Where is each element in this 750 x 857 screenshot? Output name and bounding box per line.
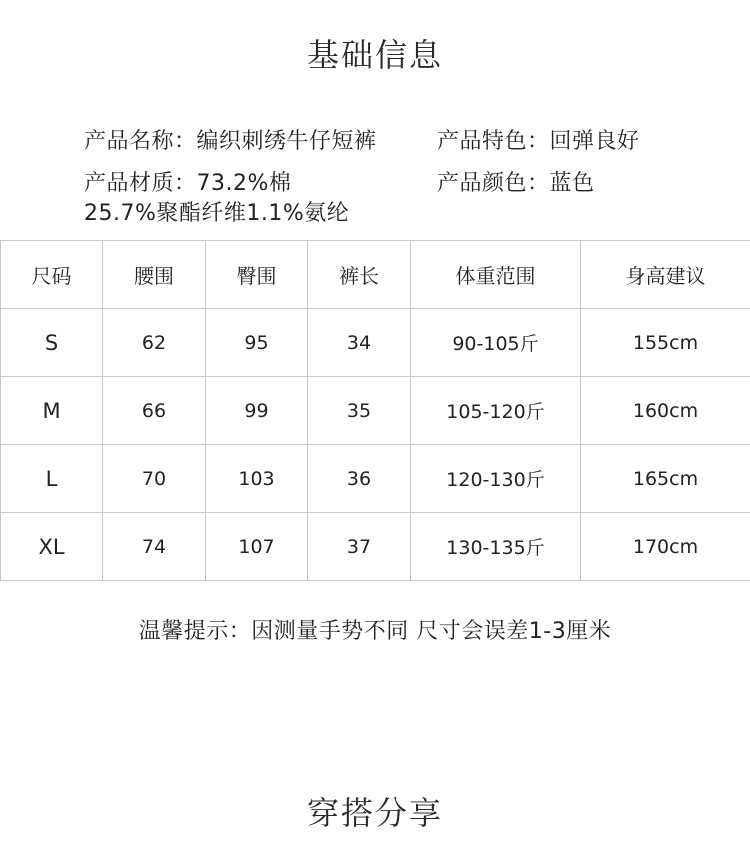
header-weight-range: 体重范围 [411,241,581,309]
table-row [1,513,750,581]
header-length: 裤长 [308,241,411,309]
height-cell: 155cm [581,309,750,377]
length-cell: 34 [308,309,411,377]
waist-cell: 74 [103,513,206,581]
length-cell: 37 [308,513,411,581]
length-cell: 36 [308,445,411,513]
product-material-continued: 25.7%聚酯纤维1.1%氨纶 [84,201,350,226]
height-cell: 165cm [581,445,750,513]
weight-cell: 130-135斤 [411,513,581,581]
section-title-outfit-sharing: 穿搭分享 [306,794,443,832]
weight-cell: 105-120斤 [411,377,581,445]
size-cell: L [1,445,103,513]
size-cell: XL [1,513,103,581]
table-row [1,445,750,513]
height-cell: 160cm [581,377,750,445]
table-row [1,377,750,445]
header-hip: 臀围 [206,241,308,309]
hip-cell: 107 [206,513,308,581]
waist-cell: 70 [103,445,206,513]
hip-cell: 103 [206,445,308,513]
header-size: 尺码 [1,241,103,309]
measurement-tip: 温馨提示：因测量手势不同 尺寸会误差1-3厘米 [138,619,612,644]
size-cell: M [1,377,103,445]
hip-cell: 95 [206,309,308,377]
hip-cell: 99 [206,377,308,445]
length-cell: 35 [308,377,411,445]
size-table-header-row [1,241,750,309]
product-feature: 产品特色：回弹良好 [437,129,640,154]
section-title-basic-info: 基础信息 [306,36,443,74]
weight-cell: 90-105斤 [411,309,581,377]
header-waist: 腰围 [103,241,206,309]
table-row [1,309,750,377]
weight-cell: 120-130斤 [411,445,581,513]
size-cell: S [1,309,103,377]
product-name: 产品名称：编织刺绣牛仔短裤 [84,129,377,154]
size-table [0,240,750,581]
waist-cell: 66 [103,377,206,445]
header-height-suggestion: 身高建议 [581,241,750,309]
product-material: 产品材质：73.2%棉 [84,171,292,196]
height-cell: 170cm [581,513,750,581]
product-color: 产品颜色：蓝色 [437,171,595,196]
waist-cell: 62 [103,309,206,377]
